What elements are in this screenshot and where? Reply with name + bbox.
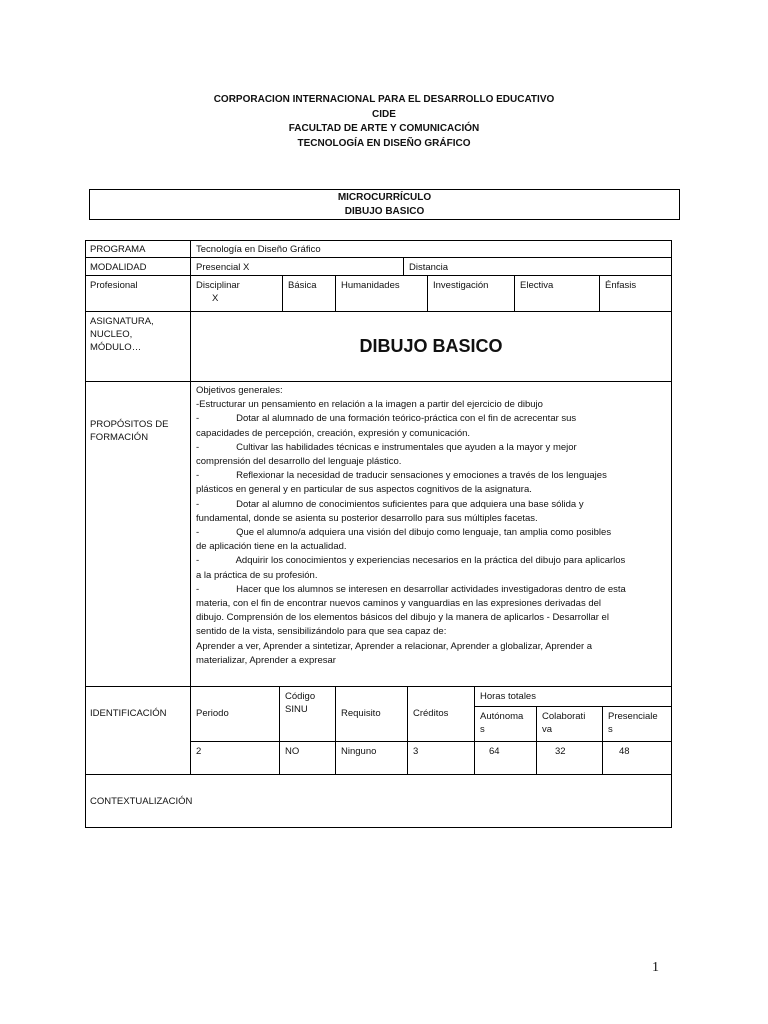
- asignatura-label-line-1: ASIGNATURA,: [90, 316, 154, 327]
- humanidades-cell: Humanidades: [336, 276, 428, 312]
- objective-line: de aplicación tiene en la actualidad.: [196, 541, 347, 553]
- colaborativas-value: 32: [537, 742, 603, 775]
- objective-line: Objetivos generales:: [196, 385, 283, 396]
- modalidad-label: MODALIDAD: [85, 258, 191, 276]
- objective-line: - Dotar al alumnado de una formación teórico-práctica con el fin de acrecentar sus: [196, 413, 577, 425]
- curriculum-table: [85, 240, 672, 828]
- periodo-header: Periodo: [191, 687, 280, 742]
- presenciales-value: 48: [603, 742, 672, 775]
- presenciales-header-line-2: s: [608, 724, 613, 735]
- objective-line: - Hacer que los alumnos se interesen en desarrollar actividades investigadoras dentro de esta: [196, 583, 626, 595]
- objective-line: materia, con el fin de encontrar nuevos caminos y vanguardias en las expresiones derivadas del: [196, 598, 602, 610]
- identificacion-label: IDENTIFICACIÓN: [85, 687, 191, 775]
- objective-line: a la práctica de su profesión.: [196, 569, 318, 581]
- objective-line: - Que el alumno/a adquiera una visión del dibujo como lenguaje, tan amplia como posibles: [196, 527, 612, 539]
- asignatura-label-line-2: NUCLEO,: [90, 329, 133, 340]
- autonomas-header-line-2: s: [480, 724, 485, 735]
- title-line-1: MICROCURRÍCULO: [337, 192, 432, 203]
- autonomas-header-line-1: Autónoma: [480, 711, 524, 722]
- header-program: TECNOLOGÍA EN DISEÑO GRÁFICO: [297, 137, 471, 149]
- objective-line: sentido de la vista, sensibilizándolo para que sea capaz de:: [196, 626, 447, 638]
- colaborativas-header-line-2: va: [542, 724, 553, 735]
- colaborativas-header-line-1: Colaborati: [542, 711, 586, 722]
- header-acronym: CIDE: [372, 108, 396, 120]
- microcurriculum-title-box: [89, 189, 680, 220]
- objective-line: capacidades de percepción, creación, expresión y comunicación.: [196, 427, 471, 439]
- header-faculty: FACULTAD DE ARTE Y COMUNICACIÓN: [288, 123, 480, 134]
- header-institution: CORPORACION INTERNACIONAL PARA EL DESARROLLO EDUCATIVO: [213, 94, 555, 105]
- periodo-value: 2: [191, 742, 280, 775]
- disciplinar-mark: X: [212, 293, 219, 304]
- colaborativas-header: [537, 707, 603, 742]
- profesional-label: Profesional: [85, 276, 191, 312]
- presenciales-header: [603, 707, 672, 742]
- asignatura-label: [85, 312, 191, 382]
- page-number: 1: [652, 960, 659, 975]
- objective-line: - Reflexionar la necesidad de traducir sensaciones y emociones a través de los lenguajes: [196, 470, 607, 482]
- objective-line: plásticos en general y en particular de sus aspectos cognitivos de la asignatura.: [196, 484, 532, 496]
- objective-line: - Cultivar las habilidades técnicas e instrumentales que ayuden a la mayor y mejor: [196, 441, 577, 453]
- propositos-label: [85, 382, 191, 687]
- codigo-header: [280, 687, 336, 742]
- presenciales-header-line-1: Presenciale: [608, 711, 658, 722]
- programa-label: PROGRAMA: [85, 240, 191, 258]
- enfasis-cell: Énfasis: [600, 276, 672, 312]
- modalidad-presencial: Presencial X: [191, 258, 404, 276]
- title-line-2: DIBUJO BASICO: [344, 206, 425, 217]
- disciplinar-label: Disciplinar: [196, 280, 240, 291]
- propositos-label-line-1: PROPÓSITOS DE: [90, 419, 169, 430]
- horas-totales-header: Horas totales: [475, 687, 672, 707]
- contextualizacion-label: CONTEXTUALIZACIÓN: [85, 775, 672, 828]
- requisito-header: Requisito: [336, 687, 408, 742]
- document-header: [0, 93, 768, 151]
- creditos-value: 3: [408, 742, 475, 775]
- electiva-cell: Electiva: [515, 276, 600, 312]
- objective-line: -Estructurar un pensamiento en relación a la imagen a partir del ejercicio de dibujo: [196, 399, 543, 411]
- objectives-text: [191, 382, 672, 687]
- modalidad-distancia: Distancia: [404, 258, 672, 276]
- propositos-label-line-2: FORMACIÓN: [90, 432, 149, 443]
- asignatura-label-line-3: MÓDULO…: [90, 342, 142, 353]
- objective-line: comprensión del desarrollo del lenguaje plástico.: [196, 456, 402, 468]
- codigo-value: NO: [280, 742, 336, 775]
- codigo-header-line-1: Código: [285, 691, 316, 702]
- objective-line: materializar, Aprender a expresar: [196, 654, 336, 666]
- requisito-value: Ninguno: [336, 742, 408, 775]
- asignatura-value: DIBUJO BASICO: [191, 312, 672, 382]
- disciplinar-cell: [191, 276, 283, 312]
- objective-line: - Dotar al alumno de conocimientos suficientes para que adquiera una base sólida y: [196, 498, 584, 510]
- objective-line: - Adquirir los conocimientos y experiencias necesarios en la práctica del dibujo para aplicarlos: [196, 555, 626, 567]
- codigo-header-line-2: SINU: [285, 704, 308, 715]
- investigacion-cell: Investigación: [428, 276, 515, 312]
- basica-cell: Básica: [283, 276, 336, 312]
- autonomas-value: 64: [475, 742, 537, 775]
- objective-line: fundamental, donde se asienta su posterior desarrollo para sus múltiples facetas.: [196, 512, 538, 524]
- programa-value: Tecnología en Diseño Gráfico: [191, 240, 672, 258]
- autonomas-header: [475, 707, 537, 742]
- creditos-header: Créditos: [408, 687, 475, 742]
- objective-line: dibujo. Comprensión de los elementos básicos del dibujo y la manera de aplicarlos - Desarrollar el: [196, 612, 609, 624]
- objective-line: Aprender a ver, Aprender a sintetizar, Aprender a relacionar, Aprender a globalizar, Aprender a: [196, 640, 593, 652]
